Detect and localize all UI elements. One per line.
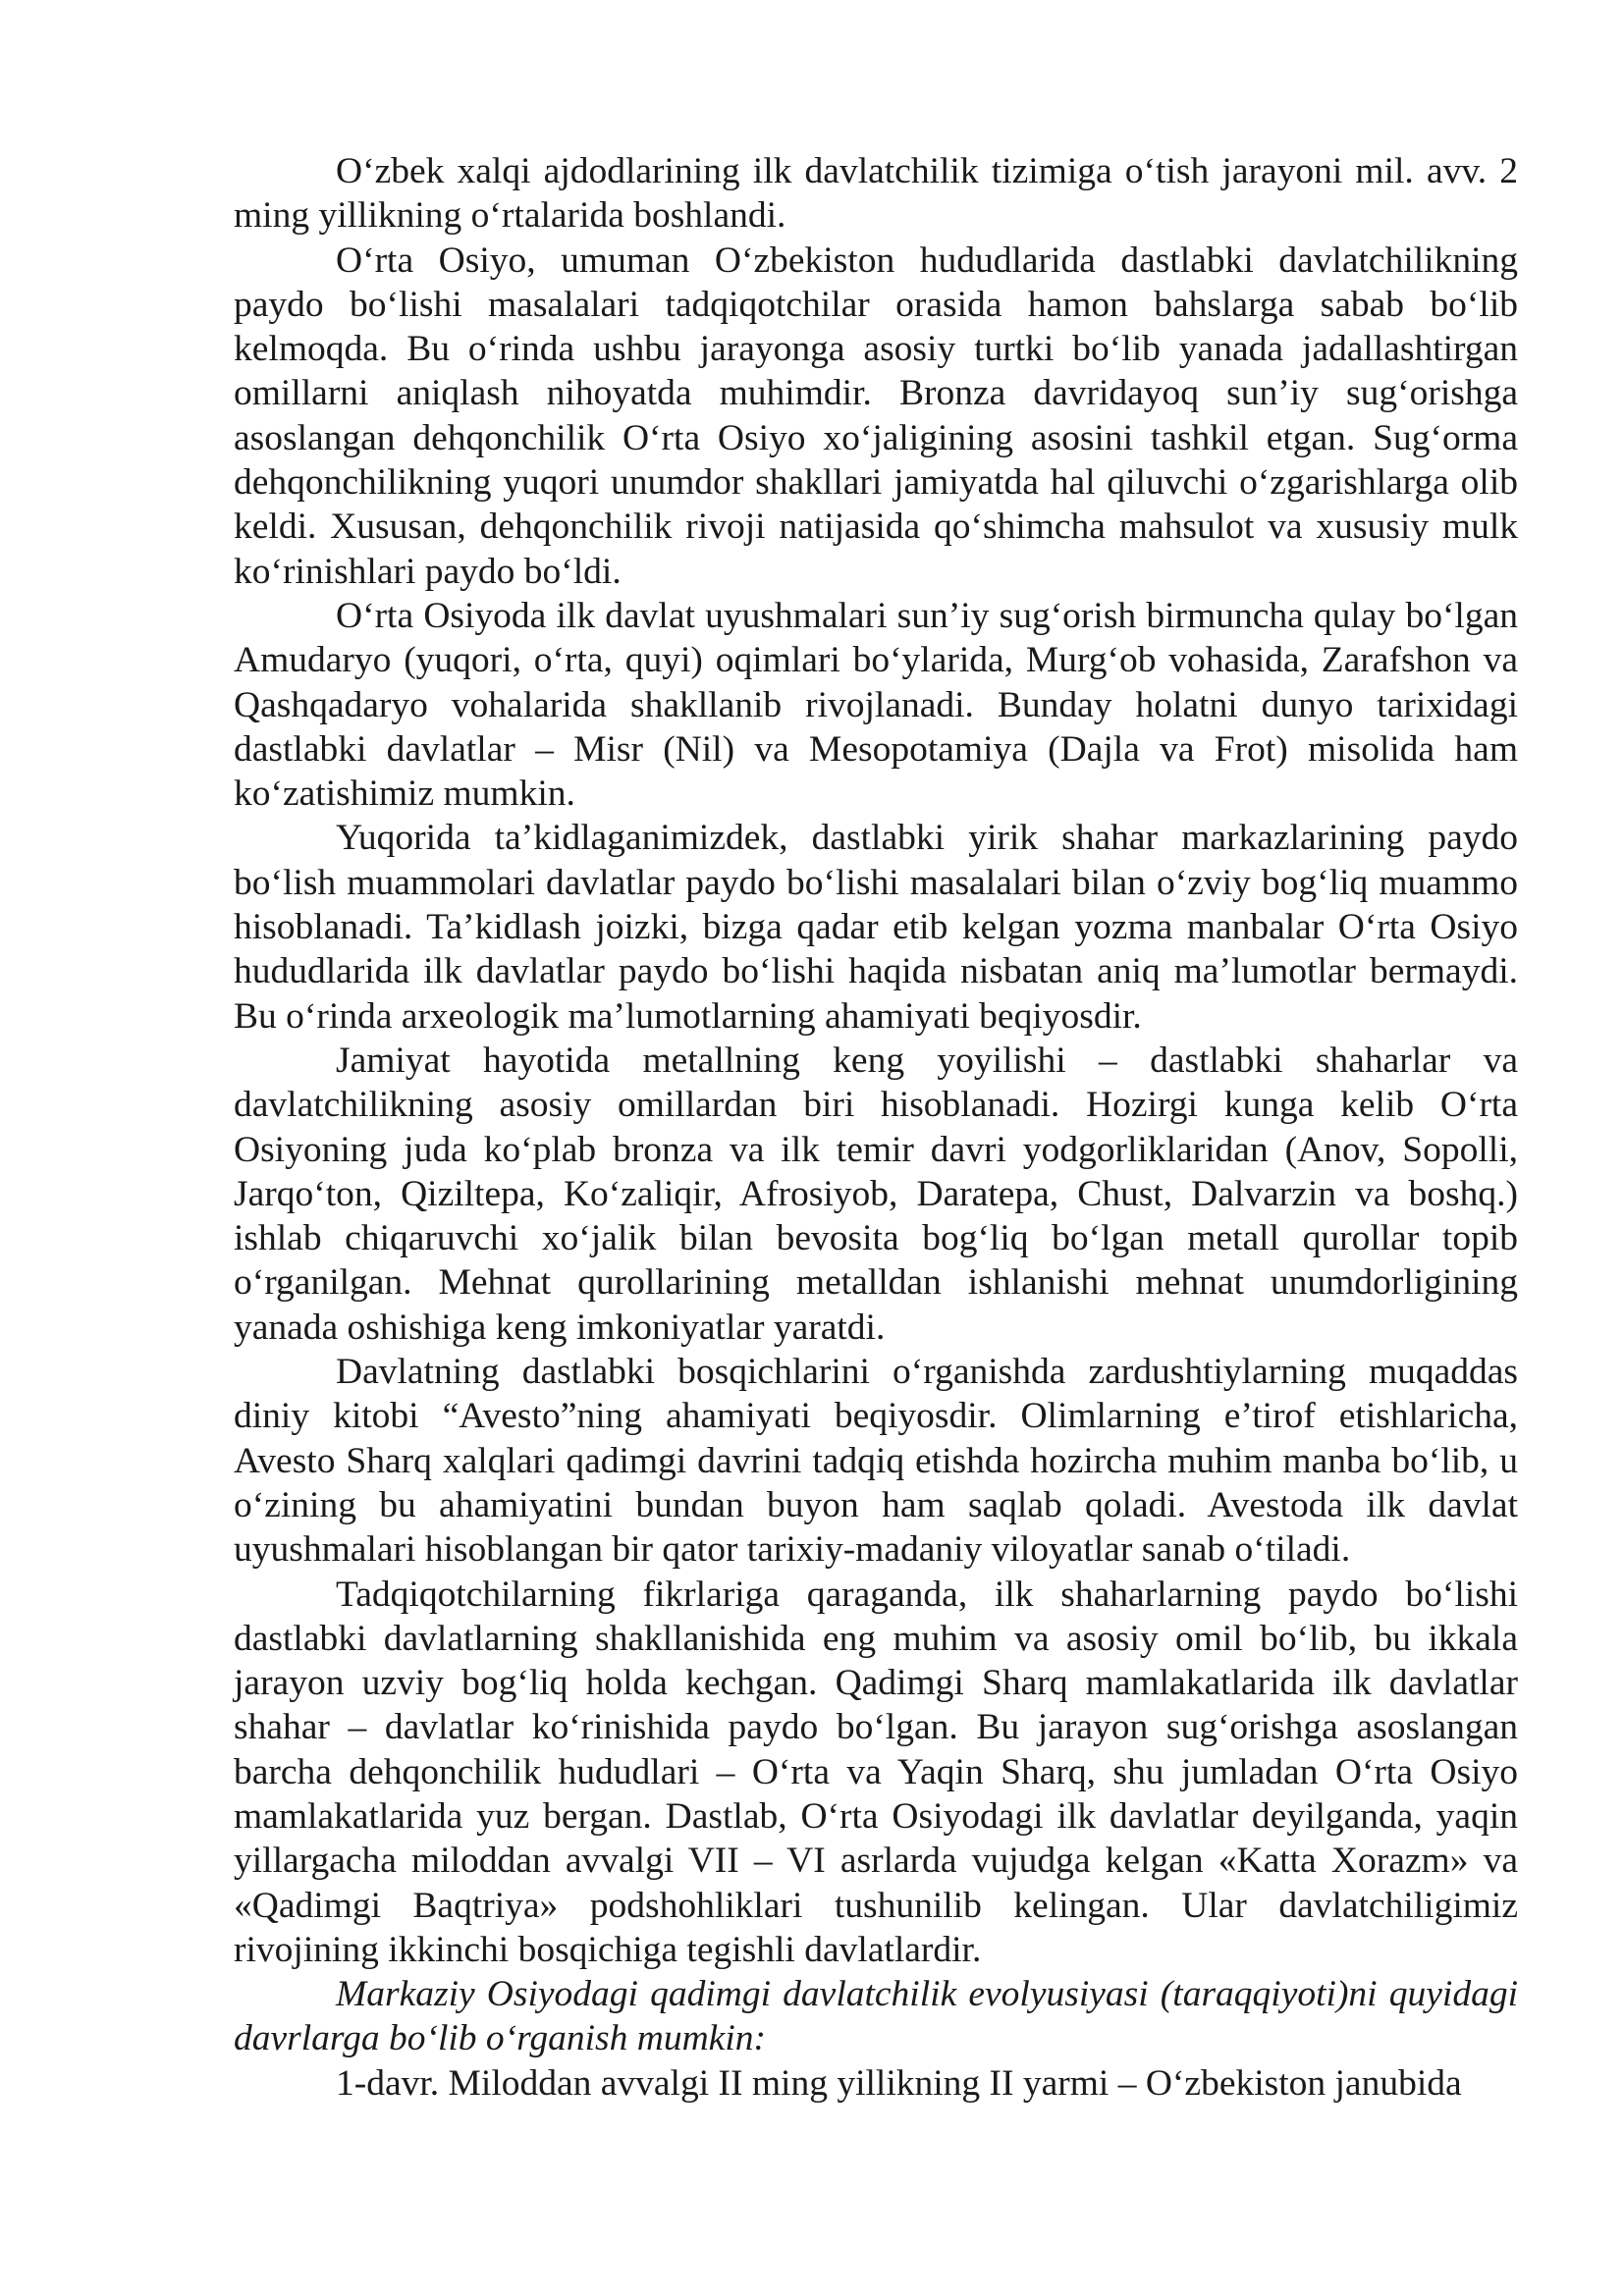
paragraph-city-centers: Yuqorida ta’kidlaganimizdek, dastlabki yirik shahar markazlarining paydo bo‘lish muammolari davlatlar paydo bo‘lishi masalalari bilan o‘zviy bog‘liq muammo hisoblanadi. Ta’kidlash joizki, bizga qadar etib kelgan yozma manbalar O‘rta Osiyo hududlarida ilk davlatlar paydo bo‘lishi haqida nisbatan aniq ma’lumotlar bermaydi. Bu o‘rinda arxeologik ma’lumotlarning ahamiyati beqiyosdir. bbox=[234, 818, 1518, 1037]
body-text bbox=[234, 149, 1518, 2106]
paragraph-period-one: 1-davr. Miloddan avvalgi II ming yillikning II yarmi – O‘zbekiston janubida bbox=[336, 2062, 1462, 2104]
paragraph-intro: O‘zbek xalqi ajdodlarining ilk davlatchilik tizimiga o‘tish jarayoni mil. avv. 2 ming yillikning o‘rtalarida boshlandi. bbox=[234, 151, 1518, 237]
paragraph-avesto: Davlatning dastlabki bosqichlarini o‘rganishda zardushtiylarning muqaddas diniy kitobi “Avesto”ning ahamiyati beqiyosdir. Olimlarning e’tirof etishlaricha, Avesto Sharq xalqlari qadimgi davrini tadqiq etishda hozircha muhim manba bo‘lib, u o‘zining bu ahamiyatini bundan buyon ham saqlab qoladi. Avestoda ilk davlat uyushmalari hisoblangan bir qator tarixiy-madaniy viloyatlar sanab o‘tiladi. bbox=[234, 1352, 1518, 1571]
paragraph-first-cities: Tadqiqotchilarning fikrlariga qaraganda, ilk shaharlarning paydo bo‘lishi dastlabki davlatlarning shakllanishida eng muhim va asosiy omil bo‘lib, bu ikkala jarayon uzviy bog‘liq holda kechgan. Qadimgi Sharq mamlakatlarida ilk davlatlar shahar – davlatlar ko‘rinishida paydo bo‘lgan. Bu jarayon sug‘orishga asoslangan barcha dehqonchilik hududlari – O‘rta va Yaqin Sharq, shu jumladan O‘rta Osiyo mamlakatlarida yuz bergan. Dastlab, O‘rta Osiyodagi ilk davlatlar deyilganda, yaqin yillargacha miloddan avvalgi VII – VI asrlarda vujudga kelgan «Katta Xorazm» va «Qadimgi Baqtriya» podshohliklari tushunilib kelingan. Ular davlatchiligimiz rivojining ikkinchi bosqichiga tegishli davlatlardir. bbox=[234, 1574, 1518, 1970]
paragraph-metal-spread: Jamiyat hayotida metallning keng yoyilishi – dastlabki shaharlar va davlatchilikning asosiy omillardan biri hisoblanadi. Hozirgi kunga kelib O‘rta Osiyoning juda ko‘plab bronza va ilk temir davri yodgorliklaridan (Anov, Sopolli, Jarqo‘ton, Qiziltepa, Ko‘zaliqir, Afrosiyob, Daratepa, Chust, Dalvarzin va boshq.) ishlab chiqaruvchi xo‘jalik bilan bevosita bog‘liq bo‘lgan metall qurollar topib o‘rganilgan. Mehnat qurollarining metalldan ishlanishi mehnat unumdorligining yanada oshishiga keng imkoniyatlar yaratdi. bbox=[234, 1040, 1518, 1348]
paragraph-first-state-unions: O‘rta Osiyoda ilk davlat uyushmalari sun’iy sug‘orish birmuncha qulay bo‘lgan Amudaryo (yuqori, o‘rta, quyi) oqimlari bo‘ylarida, Murg‘ob vohasida, Zarafshon va Qashqadaryo vohalarida shakllanib rivojlanadi. Bunday holatni dunyo tarixidagi dastlabki davlatlar – Misr (Nil) va Mesopotamiya (Dajla va Frot) misolida ham ko‘zatishimiz mumkin. bbox=[234, 595, 1518, 815]
paragraph-evolution-heading: Markaziy Osiyodagi qadimgi davlatchilik evolyusiyasi (taraqqiyoti)ni quyidagi davrlarga bo‘lib o‘rganish mumkin: bbox=[234, 1974, 1518, 2059]
paragraph-early-statehood: O‘rta Osiyo, umuman O‘zbekiston hududlarida dastlabki davlatchilikning paydo bo‘lishi masalalari tadqiqotchilar orasida hamon bahslarga sabab bo‘lib kelmoqda. Bu o‘rinda ushbu jarayonga asosiy turtki bo‘lib yanada jadallashtirgan omillarni aniqlash nihoyatda muhimdir. Bronza davridayoq sun’iy sug‘orishga asoslangan dehqonchilik O‘rta Osiyo xo‘jaligining asosini tashkil etgan. Sug‘orma dehqonchilikning yuqori unumdor shakllari jamiyatda hal qiluvchi o‘zgarishlarga olib keldi. Xususan, dehqonchilik rivoji natijasida qo‘shimcha mahsulot va xususiy mulk ko‘rinishlari paydo bo‘ldi. bbox=[234, 240, 1518, 592]
